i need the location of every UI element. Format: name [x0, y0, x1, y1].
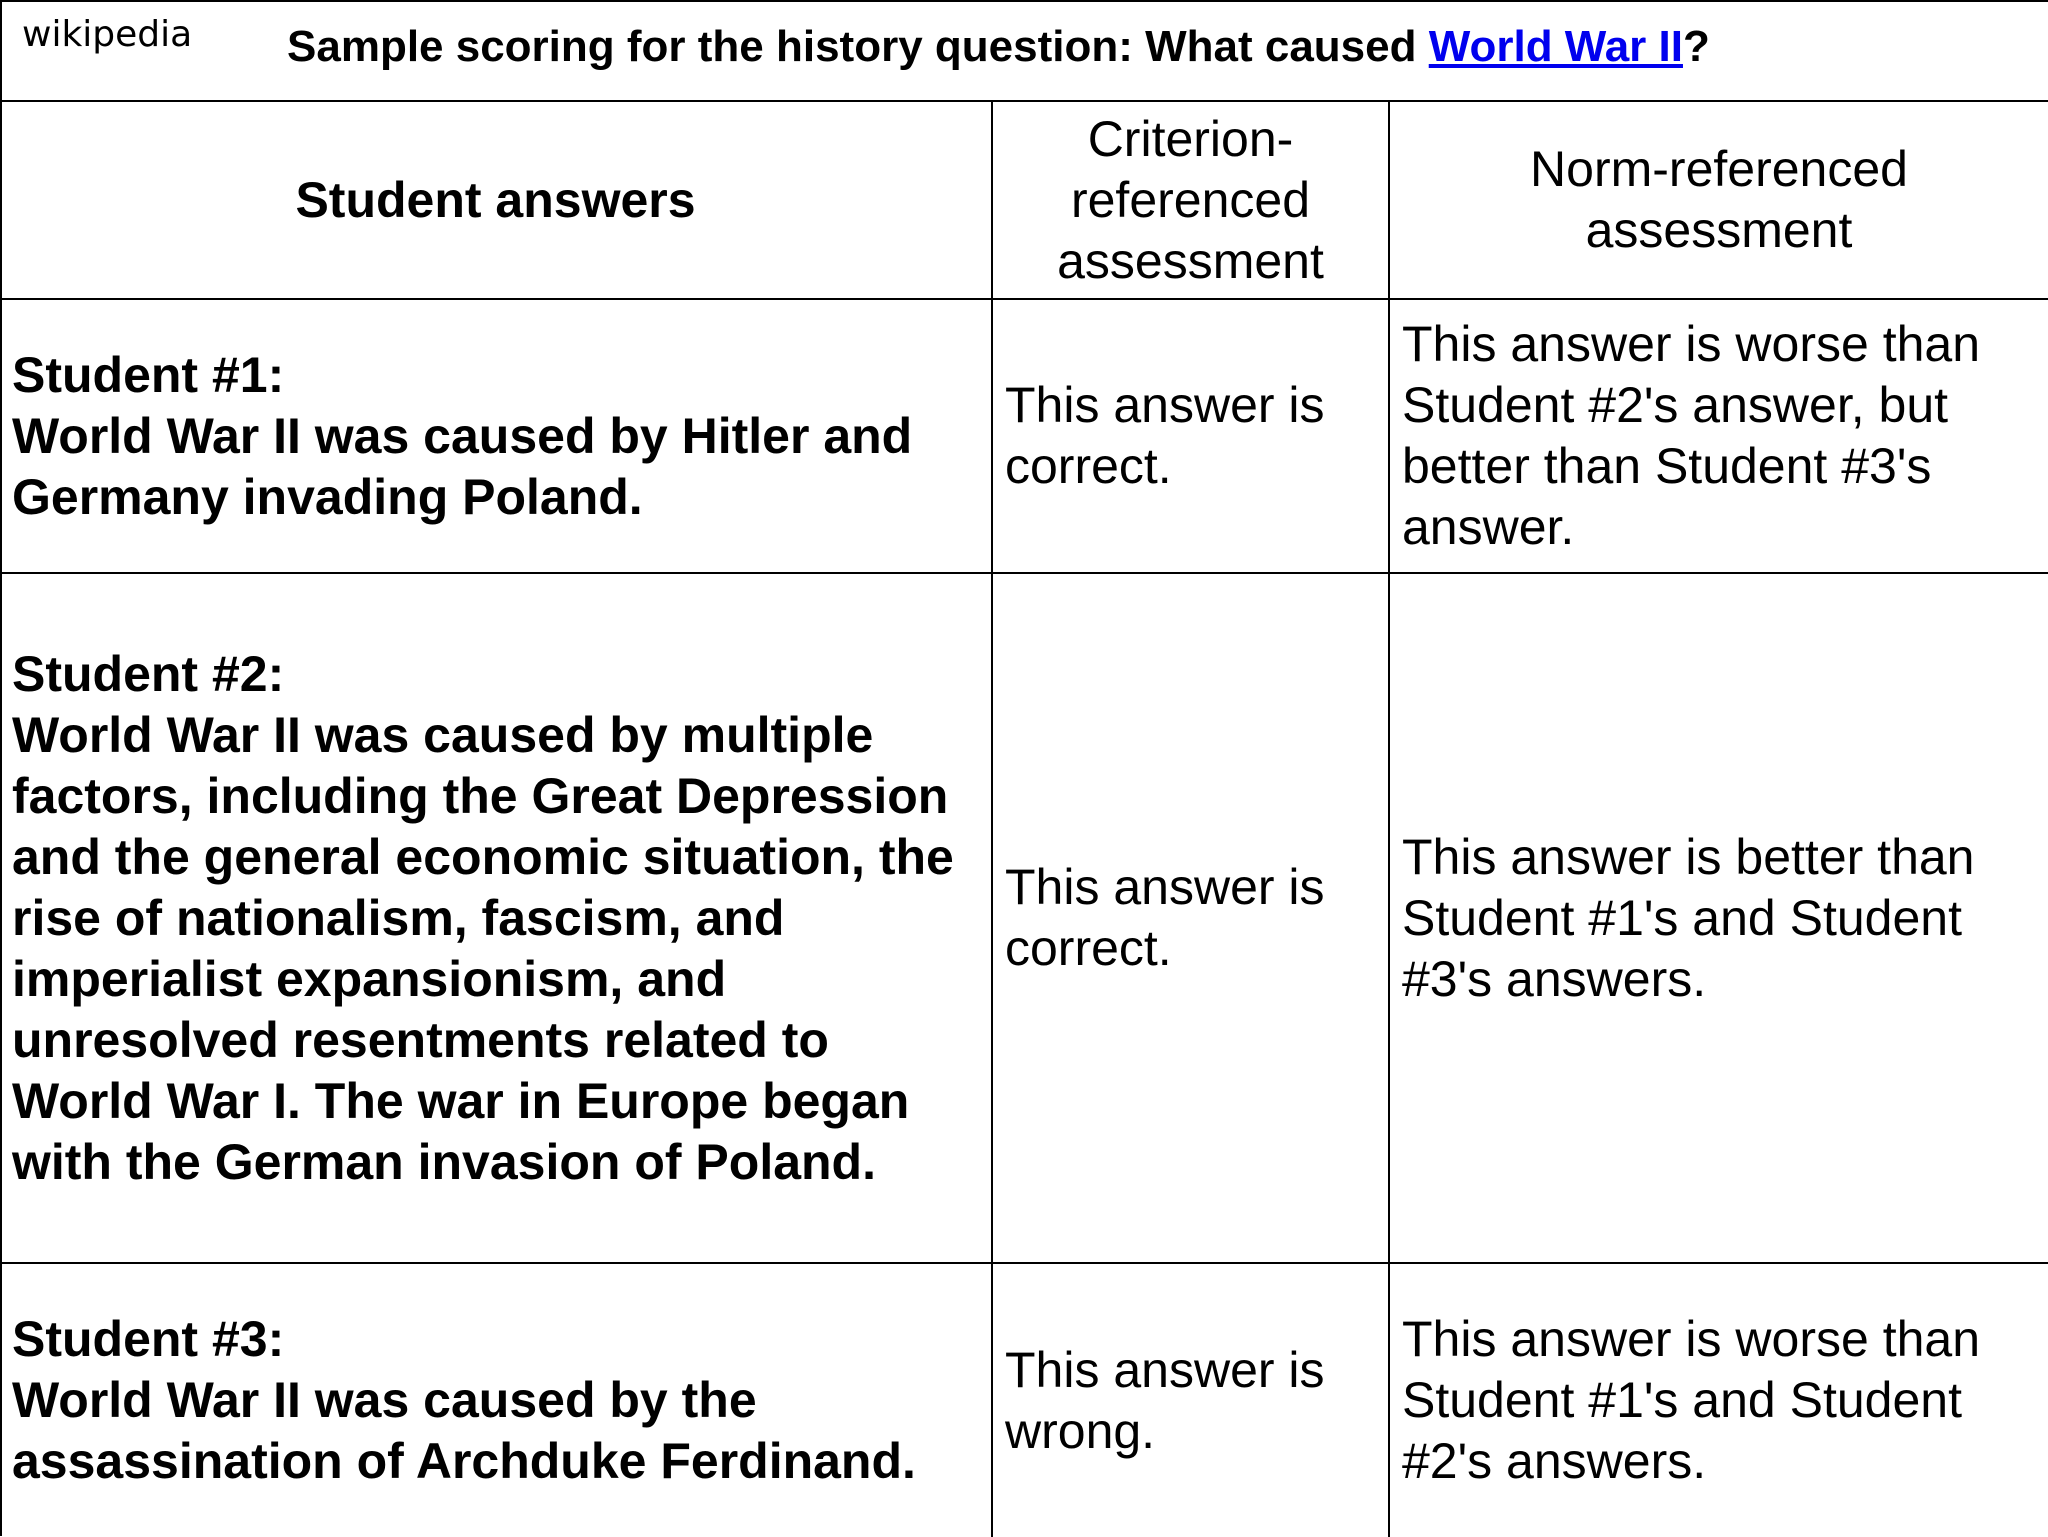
student-answer: World War II was caused by multiple factors, including the Great Depression and the general economic situation, the rise of nationalism, fascism, and imperialist expansionism, and unresolved resentments related to World War I. The war in Europe began with the German invasion of Poland. [12, 706, 954, 1190]
criterion-cell: This answer is wrong. [992, 1263, 1389, 1537]
norm-cell: This answer is better than Student #1's and Student #3's answers. [1389, 573, 2048, 1263]
table-row [0, 299, 2048, 573]
table-row [0, 1263, 2048, 1537]
table-caption [287, 22, 1710, 72]
source-label: wikipedia [22, 14, 193, 55]
student-answer: World War II was caused by Hitler and Germany invading Poland. [12, 407, 913, 525]
criterion-cell: This answer is correct. [992, 573, 1389, 1263]
header-student-answers: Student answers [0, 101, 992, 299]
table-row [0, 573, 2048, 1263]
norm-cell: This answer is worse than Student #2's answer, but better than Student #3's answer. [1389, 299, 2048, 573]
caption-prefix: Sample scoring for the history question: What caused [287, 22, 1429, 71]
header-criterion-referenced: Criterion-referenced assessment [992, 101, 1389, 299]
caption-suffix: ? [1682, 22, 1710, 71]
student-answer-cell [0, 299, 992, 573]
world-war-ii-link[interactable]: World War II [1428, 22, 1683, 71]
student-name: Student #1: [12, 346, 285, 403]
student-name: Student #2: [12, 645, 285, 702]
criterion-cell: This answer is correct. [992, 299, 1389, 573]
scoring-table [0, 100, 2048, 1537]
student-name: Student #3: [12, 1311, 285, 1367]
header-norm-referenced: Norm-referenced assessment [1389, 101, 2048, 299]
norm-cell: This answer is worse than Student #1's and Student #2's answers. [1389, 1263, 2048, 1537]
student-answer-cell [0, 1263, 992, 1537]
student-answer: World War II was caused by the assassination of Archduke Ferdinand. [12, 1372, 916, 1489]
student-answer-cell [0, 573, 992, 1263]
header-row [0, 101, 2048, 299]
